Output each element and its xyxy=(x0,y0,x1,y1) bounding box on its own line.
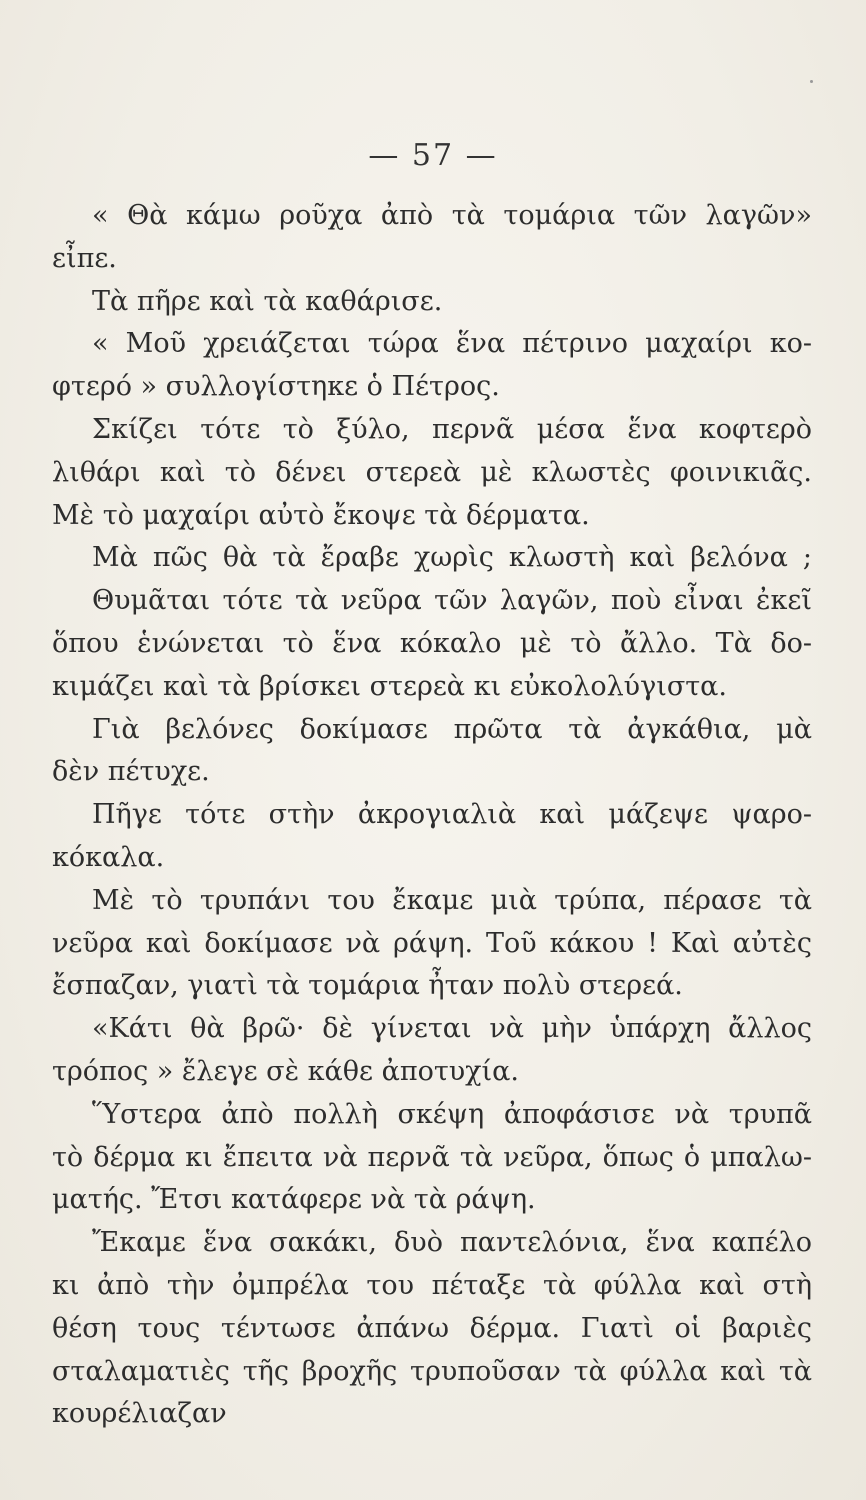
text-line: κιμάζει καὶ τὰ βρίσκει στερεὰ κι εὐκολολύγιστα. xyxy=(52,670,727,702)
text-line: Γιὰ βελόνες δοκίμασε πρῶτα τὰ ἀγκάθια, μὰ xyxy=(92,713,812,745)
text-line: ματής. Ἔτσι κατάφερε νὰ τὰ ράψη. xyxy=(52,1184,536,1216)
text-line: θέση τους τέντωσε ἀπάνω δέρμα. Γιατὶ οἱ βαριὲς xyxy=(52,1312,812,1344)
text-line: « Μοῦ χρειάζεται τώρα ἕνα πέτρινο μαχαίρι κο- xyxy=(92,328,812,360)
text-line: φτερό » συλλογίστηκε ὁ Πέτρος. xyxy=(52,371,500,403)
text-line: Ὕστερα ἀπὸ πολλὴ σκέψη ἀποφάσισε νὰ τρυπᾶ xyxy=(92,1098,812,1130)
text-line: Σκίζει τότε τὸ ξύλο, περνᾶ μέσα ἕνα κοφτερὸ xyxy=(92,413,812,445)
text-line: λιθάρι καὶ τὸ δένει στερεὰ μὲ κλωστὲς φοινικιᾶς. xyxy=(52,456,812,488)
text-line: Μὰ πῶς θὰ τὰ ἔραβε χωρὶς κλωστὴ καὶ βελόνα ; xyxy=(92,542,812,574)
text-line: «Κάτι θὰ βρῶ· δὲ γίνεται νὰ μὴν ὑπάρχη ἄλλος xyxy=(92,1013,812,1045)
text-line: Πῆγε τότε στὴν ἀκρογιαλιὰ καὶ μάζεψε ψαρο- xyxy=(92,799,812,831)
text-line: « Θὰ κάμω ροῦχα ἀπὸ τὰ τομάρια τῶν λαγῶν» xyxy=(92,200,812,231)
text-line: κουρέλιαζαν xyxy=(52,1398,227,1430)
text-line: Ἔκαμε ἕνα σακάκι, δυὸ παντελόνια, ἕνα καπέλο xyxy=(92,1227,812,1259)
body-text xyxy=(52,195,812,1436)
text-line: τὸ δέρμα κι ἔπειτα νὰ περνᾶ τὰ νεῦρα, ὅπως ὁ μπαλω- xyxy=(52,1141,812,1173)
text-line: εἶπε. xyxy=(52,242,117,274)
page-number: — 57 — xyxy=(368,138,498,173)
text-line: Μὲ τὸ μαχαίρι αὐτὸ ἔκοψε τὰ δέρματα. xyxy=(52,499,590,531)
text-line: σταλαματιὲς τῆς βροχῆς τρυποῦσαν τὰ φύλλα καὶ τὰ xyxy=(52,1355,812,1387)
text-line: Θυμᾶται τότε τὰ νεῦρα τῶν λαγῶν, ποὺ εἶναι ἐκεῖ xyxy=(92,585,812,617)
text-line: τρόπος » ἔλεγε σὲ κάθε ἀποτυχία. xyxy=(52,1055,519,1087)
text-line: νεῦρα καὶ δοκίμασε νὰ ράψη. Τοῦ κάκου ! Καὶ αὐτὲς xyxy=(52,927,812,959)
text-line: δὲν πέτυχε. xyxy=(52,756,210,788)
paper-speck xyxy=(810,80,813,83)
text-line: ἔσπαζαν, γιατὶ τὰ τομάρια ἦταν πολὺ στερεά. xyxy=(52,970,683,1002)
text-line: Μὲ τὸ τρυπάνι του ἔκαμε μιὰ τρύπα, πέρασε τὰ xyxy=(92,884,812,916)
text-line: ὅπου ἑνώνεται τὸ ἕνα κόκαλο μὲ τὸ ἄλλο. Τὰ δο- xyxy=(52,627,812,659)
text-line: Τὰ πῆρε καὶ τὰ καθάρισε. xyxy=(92,285,443,317)
text-line: κόκαλα. xyxy=(52,841,165,873)
text-line: κι ἀπὸ τὴν ὀμπρέλα του πέταξε τὰ φύλλα καὶ στὴ xyxy=(52,1269,812,1301)
